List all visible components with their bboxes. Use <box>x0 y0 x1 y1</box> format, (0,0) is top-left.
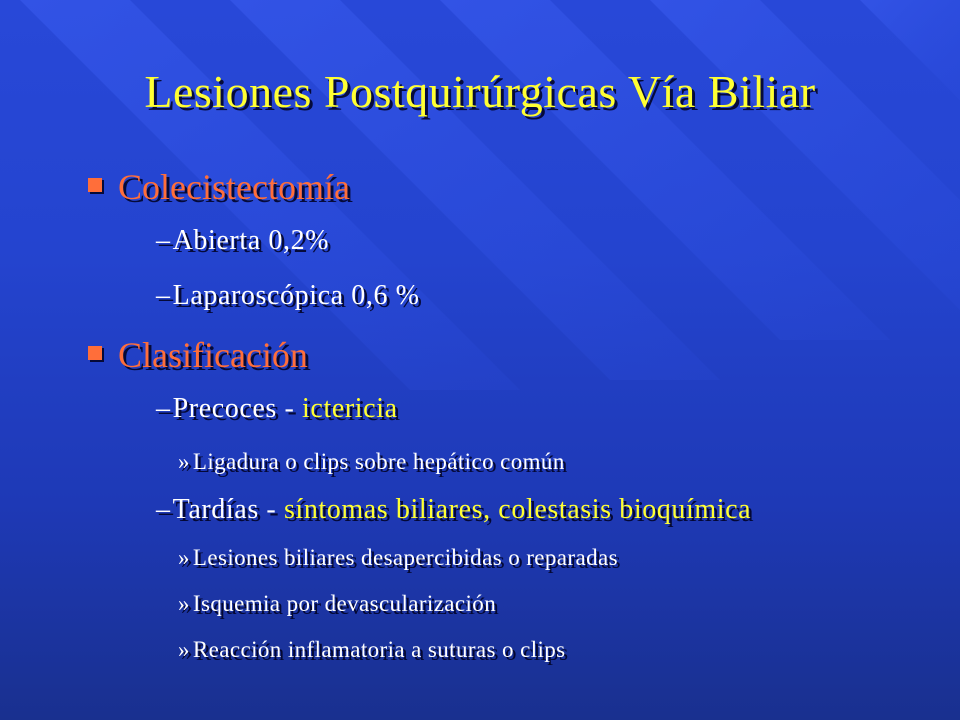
subitem-abierta <box>156 223 329 259</box>
dash-marker: – <box>156 280 171 311</box>
bullet-label: Colecistectomía <box>118 167 350 207</box>
slide-title: Lesiones Postquirúrgicas Vía Biliar <box>144 66 816 117</box>
detail-text: Isquemia por devascularización <box>192 591 497 616</box>
chevron-marker: » <box>178 637 190 662</box>
subitem-text: Abierta 0,2% <box>172 225 330 256</box>
subitem-text: Precoces - <box>172 393 303 424</box>
detail-text: Lesiones biliares desapercibidas o reparadas <box>192 545 618 570</box>
square-bullet-icon <box>88 178 102 192</box>
highlight-text: síntomas biliares, colestasis bioquímica <box>283 494 752 525</box>
bullet-clasificacion <box>88 333 308 377</box>
subitem-precoces <box>156 391 398 427</box>
detail-reaccion <box>178 635 566 665</box>
detail-isquemia <box>178 589 496 619</box>
bullet-label: Clasificación <box>118 335 308 375</box>
detail-lesiones <box>178 543 618 573</box>
bullet-colecistectomia <box>88 165 350 209</box>
square-bullet-icon <box>88 346 102 360</box>
chevron-marker: » <box>178 449 190 474</box>
dash-marker: – <box>156 225 171 256</box>
subitem-laparoscopica <box>156 278 420 314</box>
highlight-text: ictericia <box>302 393 398 424</box>
dash-marker: – <box>156 494 171 525</box>
chevron-marker: » <box>178 545 190 570</box>
detail-ligadura <box>178 447 565 477</box>
detail-text: Ligadura o clips sobre hepático común <box>192 449 565 474</box>
chevron-marker: » <box>178 591 190 616</box>
subitem-text: Tardías - <box>172 494 284 525</box>
subitem-tardias <box>156 492 751 528</box>
dash-marker: – <box>156 393 171 424</box>
subitem-text: Laparoscópica 0,6 % <box>172 280 420 311</box>
detail-text: Reacción inflamatoria a suturas o clips <box>192 637 566 662</box>
